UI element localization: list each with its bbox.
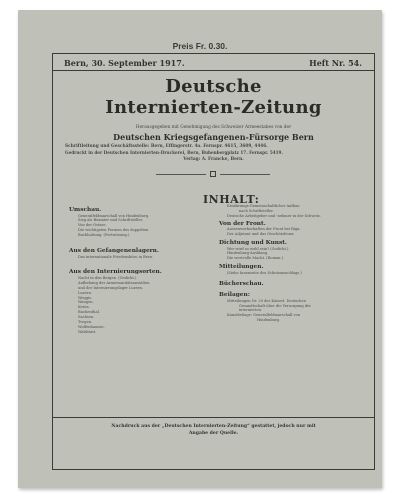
ornament-rule-left xyxy=(156,174,206,175)
toc-section-heading: Dichtung und Kunst. xyxy=(219,240,287,247)
dateline: Bern, 30. September 1917. xyxy=(64,58,185,68)
toc-item: Von der Ostsee. xyxy=(78,223,107,228)
publisher-intro: Herausgegeben mit Genehmigung des Schweizer Armeestabes von der xyxy=(135,125,292,130)
toc-section-heading: Von der Front. xyxy=(219,220,266,227)
toc-item: Deutsche Arbeitgeber und -nehmer in der Schweiz. xyxy=(227,213,321,218)
toc-item: Gesandtschaft über die Versorgung der xyxy=(239,303,311,308)
toc-section-heading: Umschau. xyxy=(69,207,102,213)
toc-item: Das internationale Friedensbüro in Bern. xyxy=(78,254,154,259)
magazine-cover xyxy=(18,10,382,488)
toc-item: Die wichtigsten Formen des doppelten xyxy=(78,228,149,233)
toc-item: Wer wird so wohl sein? (Gedicht.) xyxy=(227,246,289,251)
toc-section-heading: Beilagen: xyxy=(219,292,250,299)
title-line-1: Deutsche xyxy=(165,76,262,97)
toc-item: Wolfenhausen. xyxy=(78,325,105,329)
printer-line: Gedruckt in der Deutschen Internierten-Druckerei, Bern, Bubenbergplatz 17. Fernspr. 5419. xyxy=(65,150,283,155)
price-label: Preis Fr. 0.30. xyxy=(172,41,228,51)
footer-rule xyxy=(53,417,374,418)
toc-left-column xyxy=(69,207,209,335)
toc-item: Ernährungs-Gemeinschaftlicher Aufbau xyxy=(227,204,300,208)
toc-item: Die wertvolle Macht. (Roman.) xyxy=(227,256,283,261)
toc-item: und der Internierungslager Luzern. xyxy=(78,285,143,290)
toc-item: Waldstatt. xyxy=(78,329,97,334)
toc-item: Hindenburg-Ausklang. xyxy=(227,251,269,256)
verlag-line: Verlag: A. Francke, Bern. xyxy=(183,157,244,162)
toc-item: Kunstbeilage: Generalfeldmarschall von xyxy=(227,313,301,318)
publisher-name: Deutschen Kriegsgefangenen-Fürsorge Bern xyxy=(113,132,314,142)
reprint-note-line-2: Angabe der Quelle. xyxy=(188,431,239,436)
toc-item: Aussenwerkschaften der Front bei Riga. xyxy=(227,227,301,232)
toc-item: Wangen. xyxy=(78,300,94,305)
toc-item: Weggis. xyxy=(78,295,93,300)
editorial-office: Schriftleitung und Geschäftsstelle: Bern, Effingerstr. 4a. Fernspr. 4615, 3609, 4446. xyxy=(65,144,268,149)
toc-right-column xyxy=(219,204,369,323)
toc-section-heading: Mitteilungen. xyxy=(219,264,264,271)
toc-item: Hindenburg. xyxy=(257,318,281,323)
toc-item: Buchhaltung. (Fortsetzung.) xyxy=(78,233,130,238)
toc-item: Kerns. xyxy=(78,305,90,310)
toc-item: Der Adjutant und das Geschützfeuer. xyxy=(227,232,295,237)
toc-item: Sieg als Beamter und Schriftsteller. xyxy=(78,218,144,223)
toc-item: Nacht in den Bergen. (Gedicht.) xyxy=(78,275,137,280)
toc-item: Aufhebung der Armeesanitätsanstalten xyxy=(78,280,150,285)
ornament-square xyxy=(210,171,216,177)
toc-item: (Siehe Innenseite des Schutzumschlags.) xyxy=(227,270,302,275)
toc-section-heading: Aus den Gefangenenlagern. xyxy=(69,248,159,255)
toc-item: Generalfeldmarschall von Hindenburg. xyxy=(78,213,150,218)
cover-frame xyxy=(52,53,375,470)
toc-section-heading: Bücherschau. xyxy=(219,280,264,287)
toc-section-heading: Aus den Internierungsorten. xyxy=(69,269,162,276)
issue-number: Heft Nr. 54. xyxy=(309,58,362,68)
ornament-rule-right xyxy=(220,174,270,175)
title-line-2: Internierten-Zeitung xyxy=(105,97,322,118)
toc-item: Sachsen. xyxy=(78,315,95,320)
toc-item: Buchenthal. xyxy=(78,310,100,315)
reprint-note-line-1: Nachdruck aus der „Deutschen Internierten-Zeitung“ gestattet, jedoch nur mit xyxy=(111,424,316,429)
dateline-rule xyxy=(53,70,374,71)
toc-item: internierten. xyxy=(239,308,263,313)
inhalt-heading: INHALT: xyxy=(203,193,260,206)
toc-item: Trogen. xyxy=(78,320,93,325)
toc-item: Luzern. xyxy=(78,290,92,295)
toc-item: Mitteilungen Nr. 20 der Kaiserl. Deutschen xyxy=(227,298,306,303)
toc-item: nach Schriftsteller. xyxy=(239,208,274,213)
